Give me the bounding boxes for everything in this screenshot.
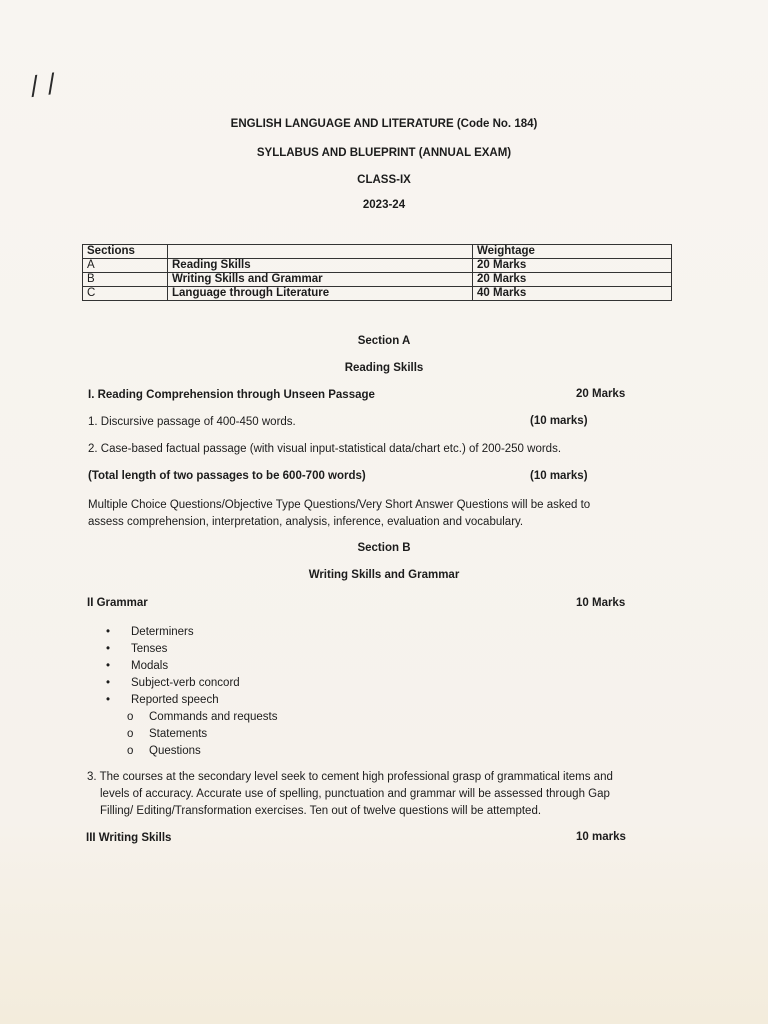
list-item bbox=[104, 692, 240, 709]
handwritten-mark: / / bbox=[28, 68, 58, 102]
area-cell: Writing Skills and Grammar bbox=[168, 273, 473, 287]
paragraph-line: levels of accuracy. Accurate use of spelling, punctuation and grammar will be assessed through Gap bbox=[100, 788, 610, 800]
section-b-title: Section B bbox=[357, 542, 411, 554]
grammar-heading: II Grammar bbox=[87, 597, 148, 609]
topic-label: Reported speech bbox=[131, 694, 219, 706]
circle-bullet-icon: o bbox=[127, 745, 134, 757]
blueprint-table bbox=[82, 244, 672, 301]
list-item bbox=[104, 624, 240, 641]
year-label: 2023-24 bbox=[362, 199, 406, 211]
list-item bbox=[104, 709, 277, 726]
bullet-icon: • bbox=[106, 694, 111, 706]
paragraph-line: 3. The courses at the secondary level seek to cement high professional grasp of grammatical items and bbox=[87, 771, 613, 783]
list-item bbox=[104, 743, 277, 760]
area-cell: Reading Skills bbox=[168, 259, 473, 273]
subtopic-label: Statements bbox=[149, 728, 208, 740]
class-label: CLASS-IX bbox=[357, 174, 411, 186]
reading-heading: I. Reading Comprehension through Unseen Passage bbox=[88, 389, 375, 401]
writing-marks: 10 marks bbox=[576, 831, 626, 843]
grammar-marks: 10 Marks bbox=[576, 597, 626, 609]
list-item bbox=[104, 658, 240, 675]
note-line: Multiple Choice Questions/Objective Type Questions/Very Short Answer Questions will be asked to bbox=[88, 499, 591, 511]
reported-speech-sublist bbox=[104, 709, 277, 760]
area-cell: Language through Literature bbox=[168, 287, 473, 301]
passage-item-1: 1. Discursive passage of 400-450 words. bbox=[88, 416, 296, 428]
grammar-topic-list bbox=[104, 624, 240, 709]
subtopic-label: Questions bbox=[149, 745, 201, 757]
passage-item-2: 2. Case-based factual passage (with visual input-statistical data/chart etc.) of 200-250 words. bbox=[88, 443, 562, 455]
section-cell: B bbox=[83, 273, 168, 287]
table-row bbox=[83, 259, 672, 273]
header-cell: Weightage bbox=[473, 245, 672, 259]
bullet-icon: • bbox=[106, 626, 111, 638]
weightage-cell: 40 Marks bbox=[473, 287, 672, 301]
section-cell: C bbox=[83, 287, 168, 301]
paragraph-3 bbox=[87, 769, 613, 820]
document-subtitle: SYLLABUS AND BLUEPRINT (ANNUAL EXAM) bbox=[256, 147, 512, 159]
reading-heading-marks: 20 Marks bbox=[576, 388, 626, 400]
list-item bbox=[104, 726, 277, 743]
section-cell: A bbox=[83, 259, 168, 273]
bullet-icon: • bbox=[106, 643, 111, 655]
topic-label: Determiners bbox=[131, 626, 194, 638]
passage-total: (Total length of two passages to be 600-700 words) bbox=[88, 470, 366, 482]
list-item bbox=[104, 641, 240, 658]
section-b-subtitle: Writing Skills and Grammar bbox=[308, 569, 460, 581]
note-line: assess comprehension, interpretation, analysis, inference, evaluation and vocabulary. bbox=[88, 516, 524, 528]
circle-bullet-icon: o bbox=[127, 711, 134, 723]
section-a-title: Section A bbox=[357, 335, 411, 347]
document-title: ENGLISH LANGUAGE AND LITERATURE (Code No. 184) bbox=[230, 118, 538, 130]
weightage-cell: 20 Marks bbox=[473, 273, 672, 287]
bullet-icon: • bbox=[106, 677, 111, 689]
section-a-subtitle: Reading Skills bbox=[344, 362, 424, 374]
circle-bullet-icon: o bbox=[127, 728, 134, 740]
header-cell bbox=[168, 245, 473, 259]
weightage-cell: 20 Marks bbox=[473, 259, 672, 273]
bullet-icon: • bbox=[106, 660, 111, 672]
passage-total-marks: (10 marks) bbox=[530, 470, 588, 482]
passage-item-1-marks: (10 marks) bbox=[530, 415, 588, 427]
table-row bbox=[83, 287, 672, 301]
table-header-row bbox=[83, 245, 672, 259]
topic-label: Modals bbox=[131, 660, 169, 672]
header-cell: Sections bbox=[83, 245, 168, 259]
paragraph-line: Filling/ Editing/Transformation exercises. Ten out of twelve questions will be attempted. bbox=[100, 805, 542, 817]
question-note bbox=[88, 497, 590, 531]
writing-heading: III Writing Skills bbox=[86, 832, 172, 844]
topic-label: Tenses bbox=[131, 643, 168, 655]
subtopic-label: Commands and requests bbox=[149, 711, 278, 723]
table-row bbox=[83, 273, 672, 287]
list-item bbox=[104, 675, 240, 692]
topic-label: Subject-verb concord bbox=[131, 677, 240, 689]
